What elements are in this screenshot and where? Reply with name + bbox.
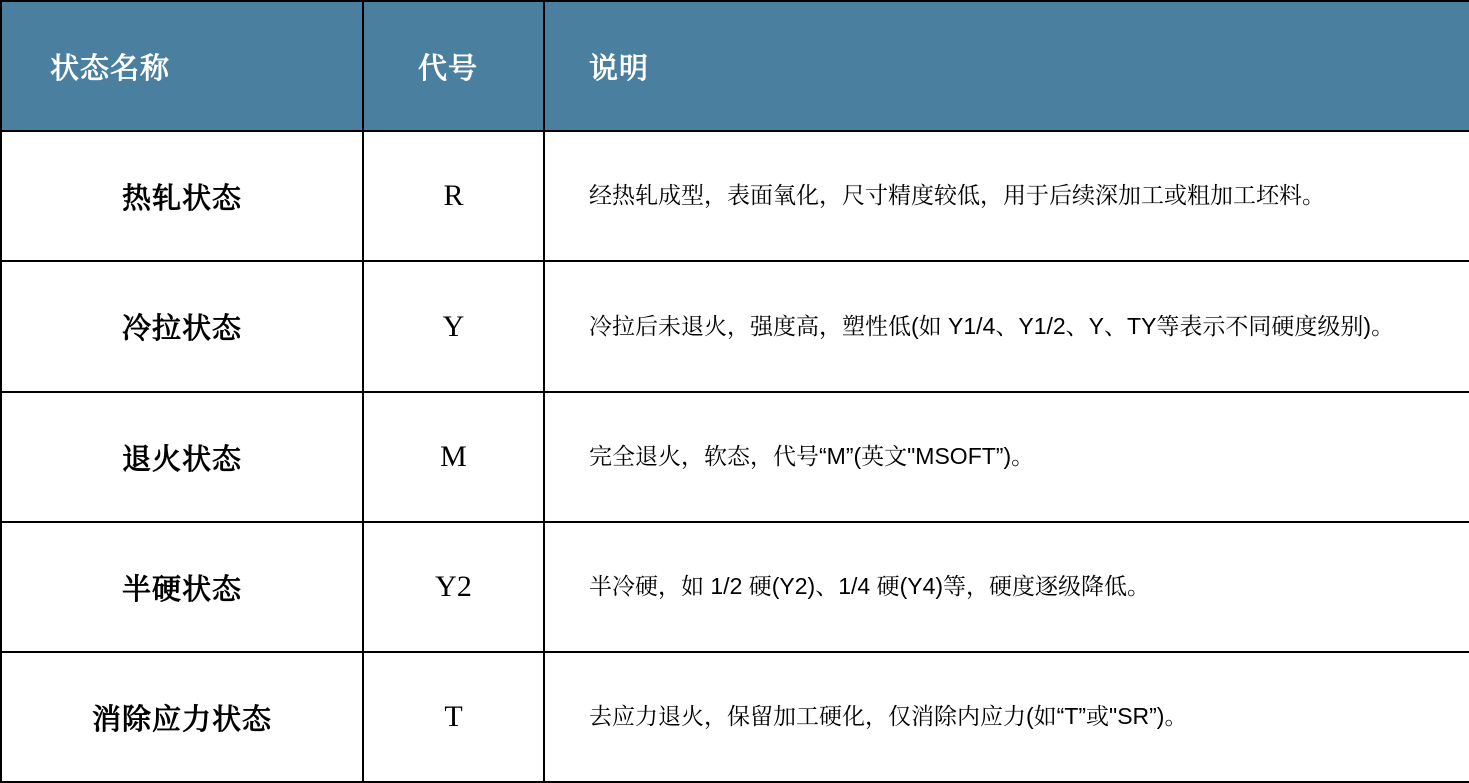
cell-state-name: 热轧状态 xyxy=(1,131,363,261)
cell-code: M xyxy=(363,392,544,522)
table-row xyxy=(1,261,1469,392)
cell-code: Y xyxy=(363,261,544,392)
cell-code: Y2 xyxy=(363,522,544,652)
column-header-description: 说明 xyxy=(544,1,1469,131)
table-row xyxy=(1,131,1469,261)
table-row xyxy=(1,392,1469,522)
cell-code: T xyxy=(363,652,544,782)
cell-state-name: 退火状态 xyxy=(1,392,363,522)
cell-description: 完全退火，软态，代号“M”(英文"MSOFT”)。 xyxy=(544,392,1469,522)
table-header-row xyxy=(1,1,1469,131)
cell-description: 冷拉后未退火，强度高，塑性低(如 Y1/4、Y1/2、Y、TY等表示不同硬度级别)。 xyxy=(544,261,1469,392)
cell-code: R xyxy=(363,131,544,261)
cell-state-name: 消除应力状态 xyxy=(1,652,363,782)
column-header-code: 代号 xyxy=(363,1,544,131)
cell-state-name: 冷拉状态 xyxy=(1,261,363,392)
cell-description: 经热轧成型，表面氧化，尺寸精度较低，用于后续深加工或粗加工坯料。 xyxy=(544,131,1469,261)
column-header-state-name: 状态名称 xyxy=(1,1,363,131)
cell-state-name: 半硬状态 xyxy=(1,522,363,652)
table-row xyxy=(1,522,1469,652)
cell-description: 半冷硬，如 1/2 硬(Y2)、1/4 硬(Y4)等，硬度逐级降低。 xyxy=(544,522,1469,652)
table-row xyxy=(1,652,1469,782)
table-body xyxy=(1,131,1469,782)
cell-description: 去应力退火，保留加工硬化，仅消除内应力(如“T”或"SR”)。 xyxy=(544,652,1469,782)
table-header xyxy=(1,1,1469,131)
